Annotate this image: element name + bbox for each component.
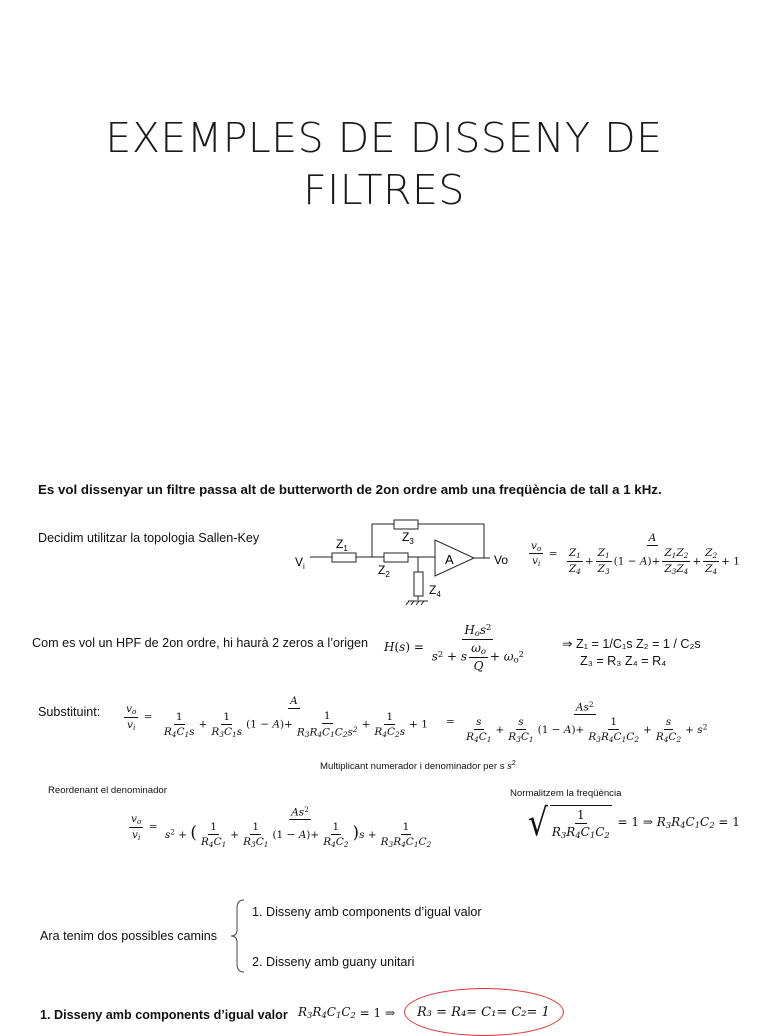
bottom-label: 1. Disseny amb components d’igual valor [40, 1008, 288, 1022]
page-title [0, 112, 768, 216]
z3-resistor [394, 520, 418, 529]
reorder-label: Reordenant el denominador [48, 785, 167, 796]
multiplied-equation: = As$^2$ $\frac{s}{R_4C_1}$ + $\frac{s}{R_3C_1}$ (1 − A)+ $\frac{1}{R_3R_4C_1C_2}$ + $\frac{s}{R_4C_2}$ + $s^2$ [446, 700, 708, 745]
normalize-label: Normalitzem la freqüència [510, 788, 622, 799]
hpf-text: Com es vol un HPF de 2on ordre, hi haurà 2 zeros a l’origen [32, 636, 369, 650]
amplifier-triangle [435, 540, 474, 576]
z4-label: $Z_4$ [429, 583, 441, 599]
option-1: 1. Disseny amb components d’igual valor [252, 905, 482, 919]
bottom-equation: $R_3R_4C_1C_2$ = 1 ⇒ [298, 1005, 396, 1021]
impedance-line-1: ⇒ Z₁ = 1/C₁s Z₂ = 1 / C₂s [562, 637, 701, 651]
hs-equation: H ( s ) = $H_os^2$ $s^2 + s$ $\frac{\omega_o}{Q}$ + $\omega_o^2$ [384, 622, 524, 673]
reordered-equation: $\frac{v_o}{v_i}$ = As$^2$ $s^2$ + ( $\frac{1}{R_4C_1}$ + $\frac{1}{R_3C_1}$ (1 − A)+ $\frac{1}{R_4C_2}$ )s + $\frac{1}{R_3R_4C_1C_2}$ [131, 805, 432, 850]
vo-label: Vo [494, 553, 509, 567]
multiply-note: Multiplicant numerador i denominador per s $s^2$ [320, 760, 516, 773]
substituted-equation: $\frac{v_o}{v_i}$ = A $\frac{1}{R_4C_1s}$ + $\frac{1}{R_3C_1s}$ (1 − A)+ $\frac{1}{R_3R_4C_1C_2s^2}$ + $\frac{1}{R_4C_2s}$ + 1 [126, 695, 428, 740]
brace [228, 898, 248, 974]
topology-text: Decidim utilitzar la topologia Sallen-Key [38, 531, 260, 545]
bottom-result: R₃ = R₄= C₁= C₂= 1 [417, 1005, 550, 1020]
vi-label: $V_i$ [295, 555, 305, 571]
transfer-function-general: $\frac{v_o}{v_i}$ = A $\frac{Z_1}{Z_4}$ + $\frac{Z_1}{Z_3}$ (1 − A)+ $\frac{Z_1Z_2}{Z_3Z_4}$ + $\frac{Z_2}{Z_4}$ + 1 [531, 532, 740, 576]
paths-label: Ara tenim dos possibles camins [40, 929, 218, 943]
impedance-line-2: Z₃ = R₃ Z₄ = R₄ [580, 654, 667, 668]
normalization-equation: √ $\frac{1}{R_3R_4C_1C_2}$ = 1 ⇒ $R_3R_4C_1C_2 = 1$ [528, 801, 740, 845]
z4-resistor [414, 572, 423, 596]
z2-resistor [384, 553, 408, 562]
problem-statement: Es vol dissenyar un filtre passa alt de butterworth de 2on ordre amb una freqüència de tall a 1 kHz. [38, 482, 662, 497]
substituting-label: Substituint: [38, 705, 101, 719]
title-line-1: EXEMPLES DE DISSENY DE [105, 114, 663, 162]
title-line-2: FILTRES [303, 166, 465, 214]
z2-label: $Z_2$ [378, 563, 390, 579]
z1-resistor [332, 553, 356, 562]
sallen-key-circuit [290, 512, 520, 612]
z1-label: $Z_1$ [336, 537, 348, 553]
option-2: 2. Disseny amb guany unitari [252, 955, 415, 969]
amplifier-label: A [445, 552, 454, 567]
z3-label: $Z_3$ [402, 530, 414, 546]
